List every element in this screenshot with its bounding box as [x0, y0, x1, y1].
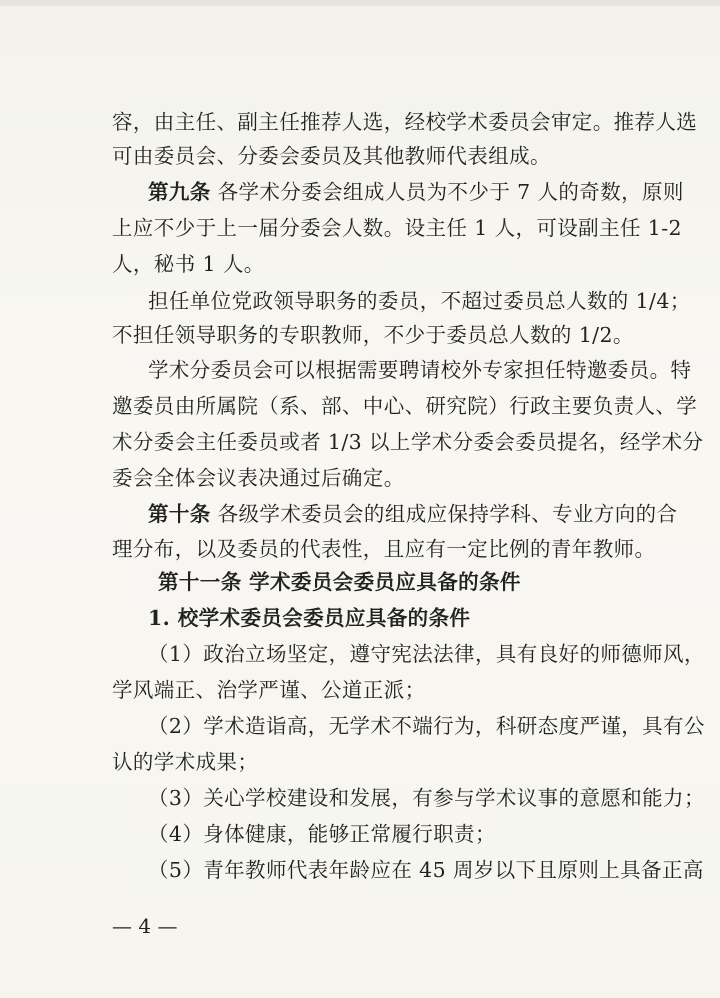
article-10-line: 第十条 各级学术委员会的组成应保持学科、专业方向的合	[148, 502, 678, 526]
article-heading: 第十条	[148, 502, 211, 526]
article-11-heading: 第十一条 学术委员会委员应具备的条件	[158, 570, 521, 594]
scan-top-edge	[0, 0, 720, 6]
text-line: 术分委会主任委员或者 1/3 以上学术分委会委员提名，经学术分	[112, 430, 704, 454]
list-item: （1）政治立场坚定，遵守宪法法律，具有良好的师德师风，	[148, 642, 705, 666]
text-line: 不担任领导职务的专职教师，不少于委员总人数的 1/2。	[112, 323, 634, 347]
subsection-heading: 1. 校学术委员会委员应具备的条件	[148, 606, 471, 630]
text-line: 委会全体会议表决通过后确定。	[112, 466, 405, 490]
text-line: 学术分委员会可以根据需要聘请校外专家担任特邀委员。特	[148, 358, 692, 382]
text-line: 理分布，以及委员的代表性，且应有一定比例的青年教师。	[112, 537, 656, 561]
text-line: 邀委员由所属院（系、部、中心、研究院）行政主要负责人、学	[112, 394, 698, 418]
list-item: （5）青年教师代表年龄应在 45 周岁以下且原则上具备正高	[148, 858, 704, 882]
list-item: （3）关心学校建设和发展，有参与学术议事的意愿和能力；	[148, 786, 705, 810]
list-item: （4）身体健康，能够正常履行职责；	[148, 822, 496, 846]
text-line: 担任单位党政领导职务的委员，不超过委员总人数的 1/4；	[148, 289, 691, 313]
text-line: 可由委员会、分委会委员及其他教师代表组成。	[112, 144, 551, 168]
page-number: — 4 —	[112, 914, 178, 938]
text-line: 上应不少于上一届分委会人数。设主任 1 人，可设副主任 1-2	[112, 216, 683, 240]
article-heading: 第九条	[148, 180, 211, 204]
text-line: 认的学术成果；	[112, 750, 259, 774]
text-line: 容，由主任、副主任推荐人选，经校学术委员会审定。推荐人选	[112, 110, 698, 134]
text-line: 学风端正、治学严谨、公道正派；	[112, 678, 426, 702]
list-item: （2）学术造诣高，无学术不端行为，科研态度严谨，具有公	[148, 714, 705, 738]
article-9-line: 第九条 各学术分委会组成人员为不少于 7 人的奇数，原则	[148, 180, 684, 204]
text-line: 人，秘书 1 人。	[112, 252, 265, 276]
